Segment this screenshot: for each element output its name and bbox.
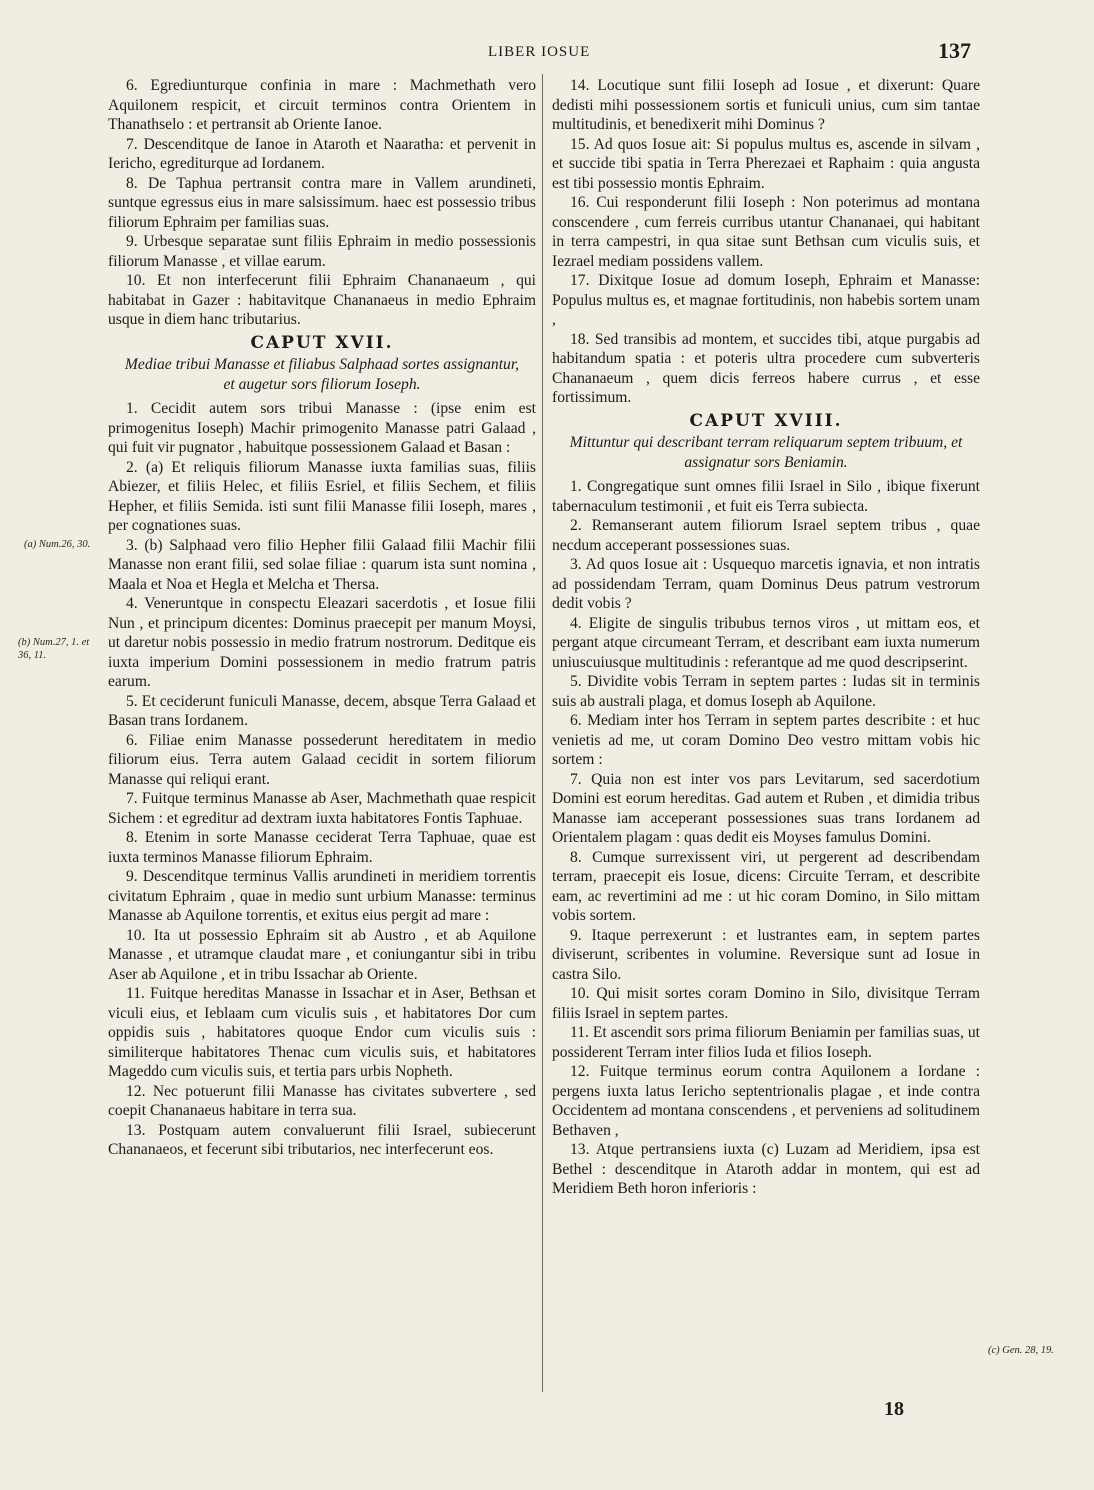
verse: 2. Remanserant autem filiorum Israel septem tribus , quae necdum acceperant possessiones suas. (552, 517, 980, 554)
verse: 9. Itaque perrexerunt : et lustrantes eam, in septem partes diviserunt, scribentes in volumine. Reversique sunt ad Iosue in castra Silo. (552, 926, 980, 983)
margin-note-c: (c) Gen. 28, 19. (988, 1345, 1054, 1356)
verse: 1. Cecidit autem sors tribui Manasse : (ipse enim est primogenitus Ioseph) Machir primogenito Manasse patri Galaad , qui fuit vir pugnator , habuitque possessionem Galaad et Basan : (108, 400, 536, 456)
chapter-summary: Mittuntur qui describant terram reliquarum septem tribuum, et assignatur sors Beniamin. (569, 434, 963, 471)
chapter-heading: CAPUT XVII. (250, 332, 394, 353)
verse: 12. Nec potuerunt filii Manasse has civitates subvertere , sed coepit Chananaeus habitare in terra sua. (108, 1082, 536, 1119)
chapter-heading: CAPUT XVIII. (689, 410, 843, 431)
left-column (108, 76, 536, 1160)
chapter-summary: Mediae tribui Manasse et filiabus Salphaad sortes assignantur, et augetur sors filiorum Ioseph. (124, 356, 520, 393)
verse: 6. Filiae enim Manasse possederunt hereditatem in medio filiorum eius. Terra autem Galaad cecidit in sortem filiorum Manasse qui reliqui erant. (108, 731, 536, 788)
verse: 14. Locutique sunt filii Ioseph ad Iosue , et dixerunt: Quare dedisti mihi possessionem sortis et funiculi unius, cum sim tantae multitudinis, et benedixerit mihi Dominus ? (552, 77, 980, 133)
page-number: 137 (938, 38, 971, 63)
verse: 5. Et ceciderunt funiculi Manasse, decem, absque Terra Galaad et Basan trans Iordanem. (108, 692, 536, 729)
verse: 13. Atque pertransiens iuxta (c) Luzam ad Meridiem, ipsa est Bethel : descenditque in Ataroth addar in montem, qui est ad Meridiem Beth horon inferioris : (552, 1141, 980, 1197)
verse: 16. Cui responderunt filii Ioseph : Non poterimus ad montana conscendere , cum ferreis curribus utantur Chananaei, qui habitant in terra campestri, in qua sitae sunt Bethsan cum viculis suis, et Iezrael mediam possidens vallem. (552, 194, 980, 270)
verse: 9. Descenditque terminus Vallis arundineti in meridiem torrentis civitatum Ephraim , quae in medio sunt urbium Manasse: terminus Manasse ab Aquilone torrentis, et exitus eius pergit ad mare : (108, 868, 536, 924)
verse: 7. Fuitque terminus Manasse ab Aser, Machmethath quae respicit Sichem : et egreditur ad dextram iuxta habitatores Fontis Taphuae. (108, 790, 536, 827)
verse: 5. Dividite vobis Terram in septem partes : Iudas sit in terminis suis ab australi plaga, et domus Ioseph ab Aquilone. (552, 673, 980, 710)
verse: 6. Egrediunturque confinia in mare : Machmethath vero Aquilonem respicit, et circuit terminos contra Orientem in Thanathselo : et pertransit ab Oriente Ianoe. (108, 77, 536, 133)
verse: 7. Quia non est inter vos pars Levitarum, sed sacerdotium Domini est eorum hereditas. Gad autem et Ruben , et dimidia tribus Manasse iam acceperant possessiones suas trans Iordanem ad Orientalem plagam : quas dedit eis Moyses famulus Domini. (552, 770, 980, 846)
verse: 9. Urbesque separatae sunt filiis Ephraim in medio possessionis filiorum Manasse , et villae earum. (108, 233, 536, 270)
verse: 17. Dixitque Iosue ad domum Ioseph, Ephraim et Manasse: Populus multus es, et magnae fortitudinis, non habebis sortem unam , (552, 272, 980, 328)
verse: 13. Postquam autem convaluerunt filii Israel, subiecerunt Chananaeos, et fecerunt sibi tributarios, nec interfecerunt eos. (108, 1121, 536, 1158)
verse: 8. Cumque surrexissent viri, ut pergerent ad describendam terram, praecepit eis Iosue, dicens: Circuite Terram, et describite eam, ac revertimini ad me : ut hic coram Domino, in Silo mittam vobis sortem. (552, 848, 980, 924)
verse: 3. Ad quos Iosue ait : Usquequo marcetis ignavia, et non intratis ad possidendam Terram, quam Dominus Deus patrum vestrorum dedit vobis ? (552, 556, 980, 612)
verse: 1. Congregatique sunt omnes filii Israel in Silo , ibique fixerunt tabernaculum testimonii , et fuit eis Terra subiecta. (552, 478, 980, 515)
margin-note-a: (a) Num.26, 30. (24, 539, 91, 550)
verse: 3. (b) Salphaad vero filio Hepher filii Galaad filii Machir filii Manasse non erant filii, sed solae filiae : quarum ista sunt nomina , Maala et Noa et Hegla et Melcha et Thersa. (108, 536, 536, 593)
verse: 18. Sed transibis ad montem, et succides tibi, atque purgabis ad habitandum spatia : et poteris ultra procedere cum subverteris Chananaeum , quem dicis ferreos habere currus , et esse fortissimum. (552, 330, 980, 406)
verse: 10. Et non interfecerunt filii Ephraim Chananaeum , qui habitabat in Gazer : habitavitque Chananaeus in medio Ephraim usque in diem hanc tributarius. (108, 272, 536, 328)
verse: 7. Descenditque de Ianoe in Ataroth et Naaratha: et pervenit in Iericho, egrediturque ad Iordanem. (108, 135, 536, 172)
margin-note-b: (b) Num.27, 1. et 36, 11. (18, 637, 90, 661)
verse: 8. De Taphua pertransit contra mare in Vallem arundineti, suntque egressus eius in mare salsissimum. haec est possessio tribus filiorum Ephraim per familias suas. (108, 174, 536, 231)
verse: 10. Ita ut possessio Ephraim sit ab Austro , et ab Aquilone Manasse , et utramque claudat mare , et coniungantur sibi in tribu Aser ab Aquilone , et in tribu Issachar ab Oriente. (108, 926, 536, 983)
verse: 11. Fuitque hereditas Manasse in Issachar et in Aser, Bethsan et viculi eius, et Ieblaam cum viculis suis , et habitatores Dor cum oppidis suis , habitatores quoque Endor cum viculis suis : similiterque habitatores Thenac cum viculis suis, et habitatores Mageddo cum viculis suis, et tertia pars urbis Nopheth. (108, 985, 536, 1080)
verse: 4. Veneruntque in conspectu Eleazari sacerdotis , et Iosue filii Nun , et principum dicentes: Dominus praecepit per manum Moysi, ut daretur nobis possessio in medio fratrum nostrorum. Deditque eis iuxta imperium Domini possessionem in medio fratrum patris earum. (108, 595, 536, 690)
verse: 10. Qui misit sortes coram Domino in Silo, divisitque Terram filiis Israel in septem partes. (552, 985, 980, 1022)
verse: 12. Fuitque terminus eorum contra Aquilonem a Iordane : pergens iuxta latus Iericho septentrionalis plagae , et inde contra Occidentem ad montana conscendens , et perveniens ad solitudinem Bethaven , (552, 1063, 980, 1139)
signature-mark: 18 (884, 1398, 904, 1420)
verse: 8. Etenim in sorte Manasse ceciderat Terra Taphuae, quae est iuxta terminos Manasse filiorum Ephraim. (108, 829, 536, 866)
verse: 15. Ad quos Iosue ait: Si populus multus es, ascende in silvam , et succide tibi spatia in Terra Pherezaei et Raphaim : quia angusta est tibi possessio montis Ephraim. (552, 135, 980, 192)
verse: 4. Eligite de singulis tribubus ternos viros , ut mittam eos, et pergant atque circumeant Terram, et describant eam iuxta numerum uniuscuiusque multitudinis : referantque ad me quod descripserint. (552, 614, 980, 671)
right-column (552, 76, 980, 1199)
running-header: LIBER IOSUE (488, 44, 591, 60)
verse: 6. Mediam inter hos Terram in septem partes describite : et huc venietis ad me, ut coram Domino Deo vestro mittam vobis hic sortem : (552, 712, 980, 768)
verse: 11. Et ascendit sors prima filiorum Beniamin per familias suas, ut possiderent Terram inter filios Iuda et filios Ioseph. (552, 1024, 980, 1061)
column-divider (542, 74, 543, 1392)
verse: 2. (a) Et reliquis filiorum Manasse iuxta familias suas, filiis Abiezer, et filiis Helec, et filiis Esriel, et filiis Sechem, et filiis Hepher, et filiis Semida. isti sunt filii Manasse filii Ioseph, mares , per cognationes suas. (108, 458, 536, 534)
